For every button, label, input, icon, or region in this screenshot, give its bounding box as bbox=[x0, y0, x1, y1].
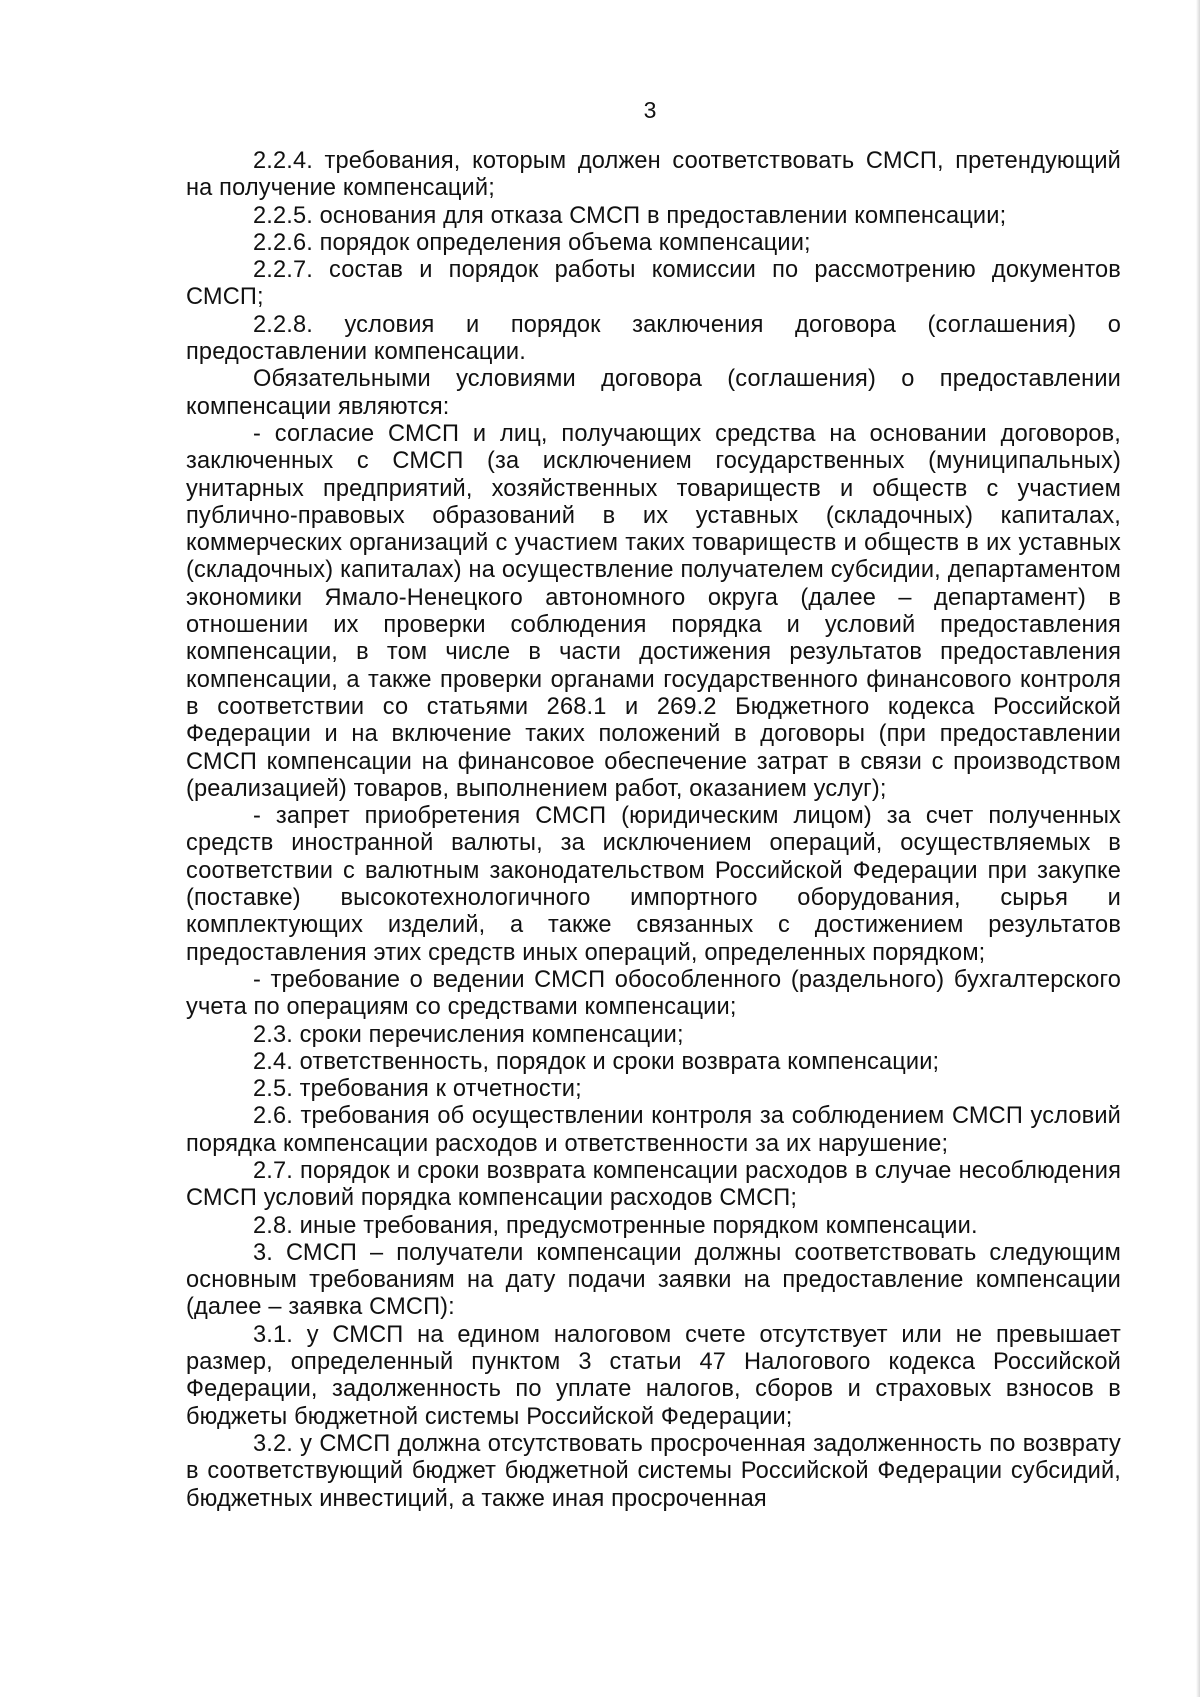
paragraph-2-2-8: 2.2.8. условия и порядок заключения договора (соглашения) о предоставлении компенсации. bbox=[186, 311, 1121, 366]
page-edge bbox=[1196, 0, 1200, 1697]
paragraph-3-1: 3.1. у СМСП на едином налоговом счете отсутствует или не превышает размер, определенный пунктом 3 статьи 47 Налогового кодекса Российской Федерации, задолженность по уплате налогов, сборов и страховых взносов в бюджеты бюджетной системы Российской Федерации; bbox=[186, 1321, 1121, 1430]
paragraph-3-2: 3.2. у СМСП должна отсутствовать просроченная задолженность по возврату в соответствующий бюджет бюджетной системы Российской Федерации субсидий, бюджетных инвестиций, а также иная просроченная bbox=[186, 1430, 1121, 1512]
page-number: 3 bbox=[643, 97, 657, 123]
paragraph-consent-item: - согласие СМСП и лиц, получающих средства на основании договоров, заключенных с СМСП (за исключением государственных (муниципальных) унитарных предприятий, хозяйственных товариществ и обществ с участием публично-правовых образований в их уставных (складочных) капиталах, коммерческих организаций с участием таких товариществ и обществ в их уставных (складочных) капиталах) на осуществление получателем субсидии, департаментом экономики Ямало-Ненецкого автономного округа (далее – департамент) в отношении их проверки соблюдения порядка и условий предоставления компенсации, в том числе в части достижения результатов предоставления компенсации, а также проверки органами государственного финансового контроля в соответствии со статьями 268.1 и 269.2 Бюджетного кодекса Российской Федерации и на включение таких положений в договоры (при предоставлении СМСП компенсации на финансовое обеспечение затрат в связи с производством (реализацией) товаров, выполнением работ, оказанием услуг); bbox=[186, 420, 1121, 802]
paragraph-2-2-6: 2.2.6. порядок определения объема компенсации; bbox=[253, 229, 811, 256]
paragraph-2-5: 2.5. требования к отчетности; bbox=[253, 1076, 582, 1103]
paragraph-2-4: 2.4. ответственность, порядок и сроки возврата компенсации; bbox=[253, 1048, 940, 1075]
paragraph-currency-ban-item: - запрет приобретения СМСП (юридическим лицом) за счет полученных средств иностранной валюты, за исключением операций, осуществляемых в соответствии с валютным законодательством Российской Федерации при закупке (поставке) высокотехнологичного импортного оборудования, сырья и комплектующих изделий, а также связанных с достижением результатов предоставления этих средств иных операций, определенных порядком; bbox=[186, 803, 1121, 966]
paragraph-2-2-7: 2.2.7. состав и порядок работы комиссии по рассмотрению документов СМСП; bbox=[186, 257, 1121, 311]
paragraph-2-2-5: 2.2.5. основания для отказа СМСП в предоставлении компенсации; bbox=[253, 202, 1007, 229]
paragraph-2-7: 2.7. порядок и сроки возврата компенсации расходов в случае несоблюдения СМСП условий порядка компенсации расходов СМСП; bbox=[186, 1157, 1121, 1212]
paragraph-accounting-item: - требование о ведении СМСП обособленного (раздельного) бухгалтерского учета по операциям со средствами компенсации; bbox=[186, 966, 1121, 1021]
paragraph-2-8: 2.8. иные требования, предусмотренные порядком компенсации. bbox=[253, 1212, 978, 1239]
paragraph-mandatory-conditions: Обязательными условиями договора (соглашения) о предоставлении компенсации являются: bbox=[186, 366, 1121, 420]
document-body bbox=[186, 148, 1121, 1513]
paragraph-2-2-4: 2.2.4. требования, которым должен соответствовать СМСП, претендующий на получение компенсаций; bbox=[186, 148, 1121, 202]
paragraph-3: 3. СМСП – получатели компенсации должны соответствовать следующим основным требованиям на дату подачи заявки на предоставление компенсации (далее – заявка СМСП): bbox=[186, 1239, 1121, 1321]
paragraph-2-6: 2.6. требования об осуществлении контроля за соблюдением СМСП условий порядка компенсации расходов и ответственности за их нарушение; bbox=[186, 1103, 1121, 1157]
paragraph-2-3: 2.3. сроки перечисления компенсации; bbox=[253, 1021, 684, 1048]
